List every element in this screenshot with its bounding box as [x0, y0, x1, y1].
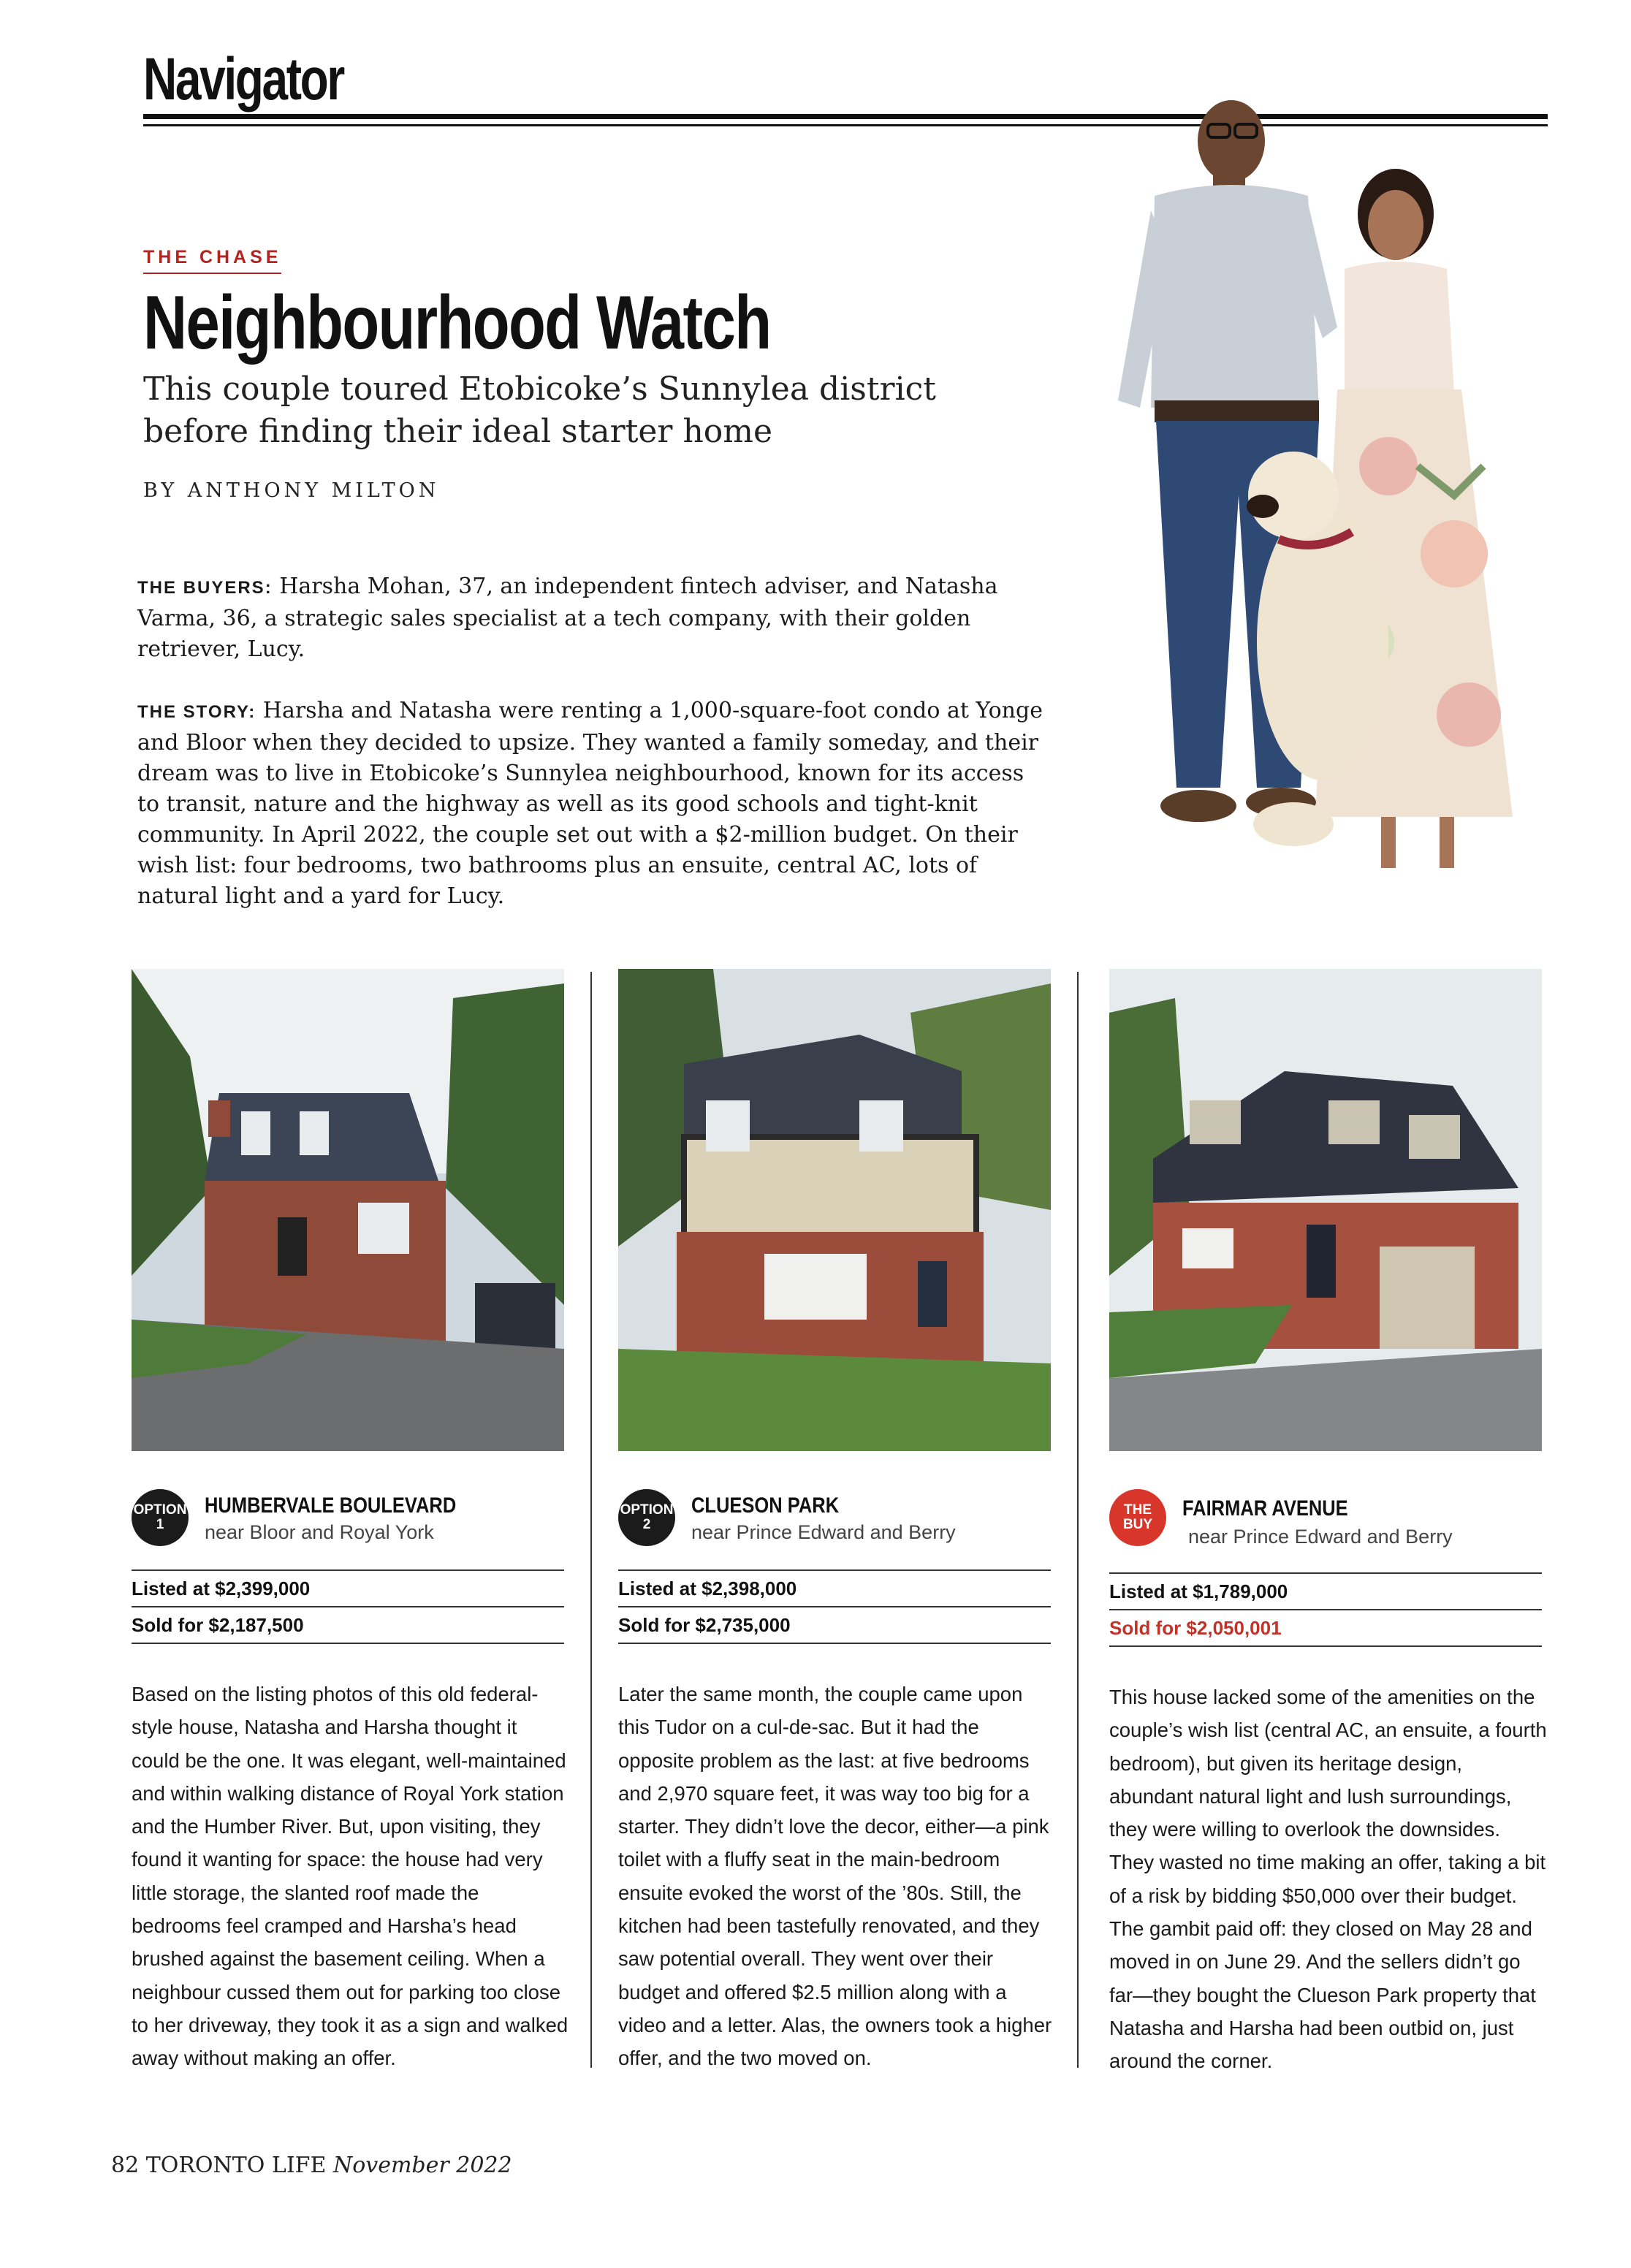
- street-location: near Bloor and Royal York: [205, 1521, 434, 1543]
- deck: [143, 368, 1093, 453]
- page-number: 82: [111, 2153, 140, 2178]
- magazine-name: TORONTO LIFE: [145, 2153, 327, 2178]
- option-badge-1: [132, 1489, 189, 1546]
- badge-bottom: 1: [156, 1517, 164, 1532]
- sold-price: Sold for $2,735,000: [618, 1606, 1051, 1644]
- listed-price: Listed at $2,399,000: [132, 1569, 564, 1606]
- street-name: CLUESON PARK: [691, 1493, 840, 1518]
- street-location: near Prince Edward and Berry: [1188, 1526, 1453, 1548]
- intro-buyers: [137, 571, 1051, 665]
- buyers-text: Harsha Mohan, 37, an independent fintech adviser, and Natasha Varma, 36, a strategic sales specialist at a tech company, with their golden retriever, Lucy.: [137, 574, 998, 662]
- listed-price: Listed at $2,398,000: [618, 1569, 1051, 1606]
- option-body: Later the same month, the couple came upon this Tudor on a cul-de-sac. But it had the opposite problem as the last: at five bedrooms and 2,970 square feet, it was way too big for a starter. They didn’t love the decor, either—a pink toilet with a fluffy seat in the main-bedroom ensuite evoked the worst of the ’80s. Still, the kitchen had been tastefully renovated, and they saw potential overall. They went over their budget and offered $2.5 million along with a video and a letter. Alas, the owners took a higher offer, and the two moved on.: [618, 1683, 1052, 2070]
- story-lead: THE STORY:: [137, 702, 256, 722]
- buyers-lead: THE BUYERS:: [137, 578, 273, 598]
- kicker: THE CHASE: [143, 247, 281, 274]
- headline: Neighbourhood Watch: [143, 281, 771, 365]
- badge-bottom: 2: [642, 1517, 651, 1532]
- badge-top: THE: [1124, 1502, 1152, 1518]
- issue-date: November 2022: [332, 2153, 512, 2178]
- house-photo-clueson: [618, 969, 1051, 1451]
- intro-story: [137, 696, 1051, 912]
- section-name: Navigator: [143, 46, 343, 113]
- option-badge-2: [618, 1489, 675, 1546]
- listed-price: Listed at $1,789,000: [1109, 1572, 1542, 1609]
- badge-top: OPTION: [620, 1502, 674, 1518]
- deck-line-1: This couple toured Etobicoke’s Sunnylea district: [143, 370, 936, 408]
- story-text: Harsha and Natasha were renting a 1,000-square-foot condo at Yonge and Bloor when they decided to upsize. They wanted a family someday, and their dream was to live in Etobicoke’s Sunnylea neighbourhood, known for its access to transit, nature and the highway as well as its good schools and tight-knit community. In April 2022, the couple set out with a $2-million budget. On their wish list: four bedrooms, two bathrooms plus an ensuite, central AC, lots of natural light and a yard for Lucy.: [137, 698, 1043, 909]
- option-body: Based on the listing photos of this old federal-style house, Natasha and Harsha thought it could be the one. It was elegant, well-maintained and within walking distance of Royal York station and the Humber River. But, upon visiting, they found it wanting for space: the house had very little storage, the slanted roof made the bedrooms feel cramped and Harsha’s head brushed against the basement ceiling. When a neighbour cussed them out for parking too close to her driveway, they took it as a sign and walked away without making an offer.: [132, 1683, 569, 2070]
- badge-bottom: BUY: [1122, 1517, 1153, 1532]
- badge-top: OPTION: [133, 1502, 187, 1518]
- page-folio: [111, 2153, 512, 2178]
- sold-price: Sold for $2,187,500: [132, 1606, 564, 1644]
- house-photo-humbervale: [132, 969, 564, 1451]
- buy-badge: [1109, 1489, 1166, 1546]
- street-location: near Prince Edward and Berry: [691, 1521, 956, 1543]
- option-body: This house lacked some of the amenities on the couple’s wish list (central AC, an ensuite, a fourth bedroom), but given its heritage design, abundant natural light and lush surroundings, they were willing to overlook the downsides. They wasted no time making an offer, taking a bit of a risk by bidding $50,000 over their budget. The gambit paid off: they closed on May 28 and moved in on June 29. And the sellers didn’t go far—they bought the Clueson Park property that Natasha and Harsha had been outbid on, just around the corner.: [1109, 1686, 1547, 2073]
- sold-price: Sold for $2,050,001: [1109, 1609, 1542, 1647]
- house-photo-fairmar: [1109, 969, 1542, 1451]
- column-divider: [1077, 972, 1079, 2068]
- couple-photo: [1074, 86, 1542, 926]
- byline: BY ANTHONY MILTON: [143, 479, 440, 502]
- street-name: HUMBERVALE BOULEVARD: [205, 1493, 457, 1518]
- column-divider: [590, 972, 592, 2068]
- street-name: FAIRMAR AVENUE: [1182, 1496, 1348, 1521]
- deck-line-2: before finding their ideal starter home: [143, 413, 773, 450]
